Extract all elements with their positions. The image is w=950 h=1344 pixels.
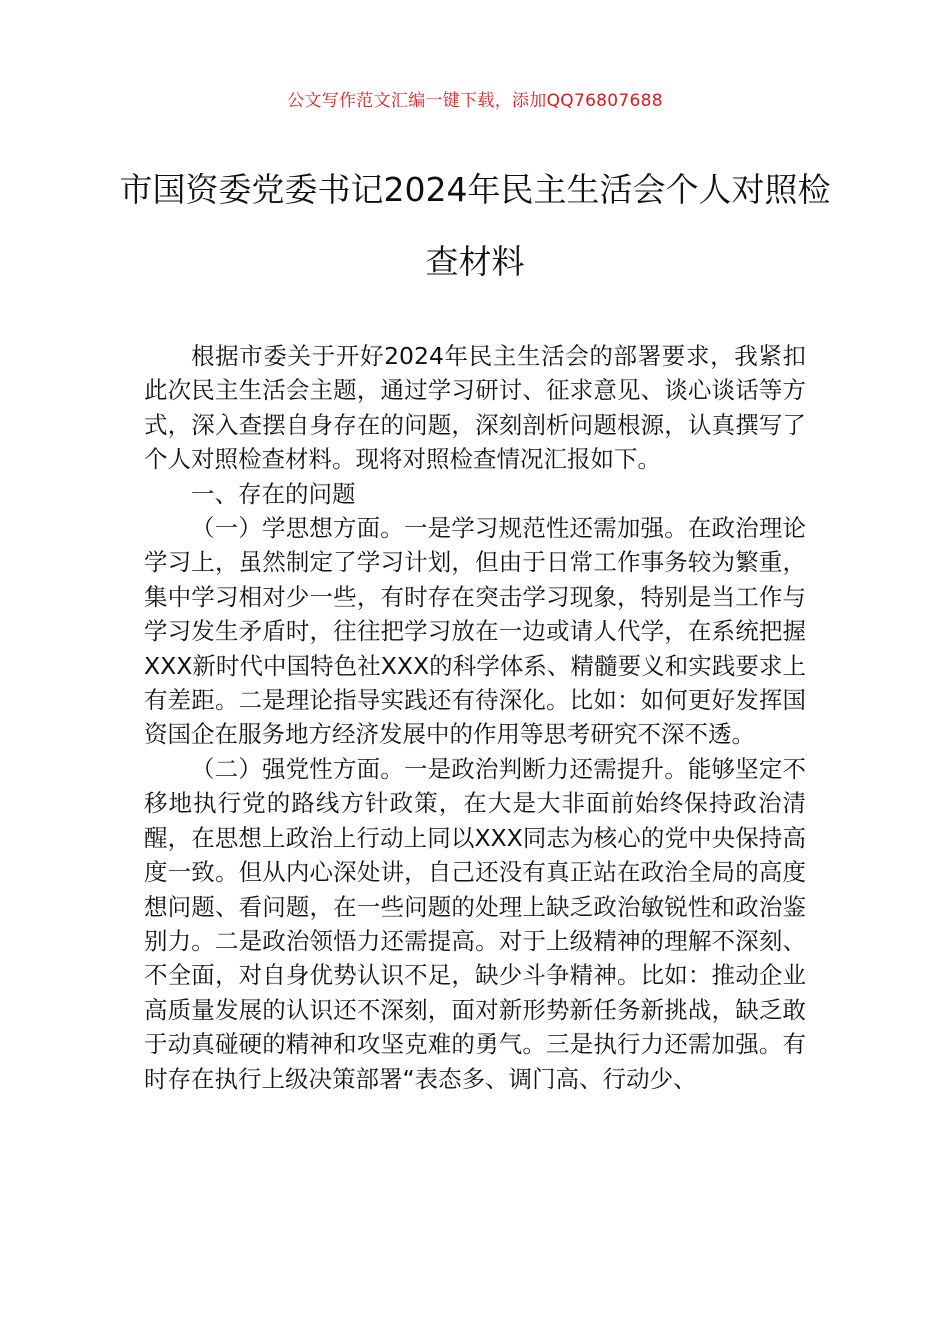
document-body [144, 339, 806, 1096]
document-title: 市国资委党委书记2024年民主生活会个人对照检查材料 [119, 170, 831, 281]
download-notice: 公文写作范文汇编一键下载，添加QQ76807688 [287, 91, 663, 111]
section-heading-problems: 一、存在的问题 [191, 479, 356, 508]
paragraph-study-thought: （一）学思想方面。一是学习规范性还需加强。在政治理论学习上，虽然制定了学习计划，但由于日常工作事务较为繁重，集中学习相对少一些，有时存在突击学习现象，特别是当工作与学习发生矛盾时，往往把学习放在一边或请人代学，在系统把握XXX新时代中国特色社XXX的科学体系、精髓要义和实践要求上有差距。二是理论指导实践还有待深化。比如：如何更好发挥国资国企在服务地方经济发展中的作用等思考研究不深不透。 [144, 514, 806, 749]
intro-paragraph: 根据市委关于开好2024年民主生活会的部署要求，我紧扣此次民主生活会主题，通过学习研讨、征求意见、谈心谈话等方式，深入查摆自身存在的问题，深刻剖析问题根源，认真撰写了个人对照检查材料。现将对照检查情况汇报如下。 [144, 342, 806, 474]
paragraph-party-spirit: （二）强党性方面。一是政治判断力还需提升。能够坚定不移地执行党的路线方针政策，在大是大非面前始终保持政治清醒，在思想上政治上行动上同以XXX同志为核心的党中央保持高度一致。但从内心深处讲，自己还没有真正站在政治全局的高度想问题、看问题，在一些问题的处理上缺乏政治敏锐性和政治鉴别力。二是政治领悟力还需提高。对于上级精神的理解不深刻、不全面，对自身优势认识不足，缺少斗争精神。比如：推动企业高质量发展的认识还不深刻，面对新形势新任务新挑战，缺乏敢于动真碰硬的精神和攻坚克难的勇气。三是执行力还需加强。有时存在执行上级决策部署“表态多、调门高、行动少、 [144, 754, 806, 1093]
